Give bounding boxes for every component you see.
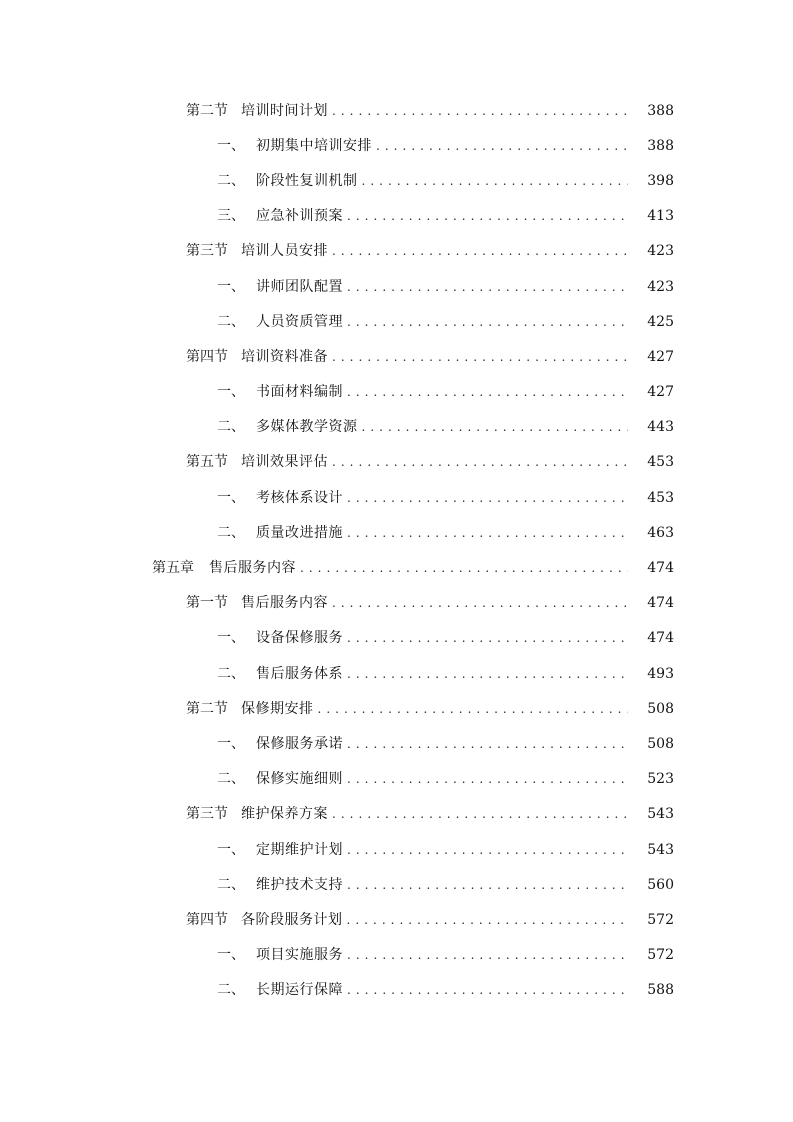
- dot-leader: [347, 665, 628, 683]
- toc-entry-page-number: 427: [647, 384, 674, 401]
- toc-entry-page-number: 388: [647, 102, 674, 119]
- dot-leader: [376, 137, 628, 155]
- toc-entry-title: 定期维护计划: [256, 841, 343, 858]
- toc-entry-title: 培训时间计划: [241, 102, 328, 119]
- toc-entry-page-number: 425: [647, 313, 674, 330]
- toc-entry-item[interactable]: [0, 269, 793, 304]
- toc-entry-chapter[interactable]: [0, 550, 793, 585]
- dot-leader: [347, 876, 628, 894]
- toc-entry-number: 第五节: [186, 454, 228, 471]
- toc-entry-title: 各阶段服务计划: [241, 911, 343, 928]
- toc-entry-title: 保修服务承诺: [256, 735, 343, 752]
- toc-entry-page-number: 427: [647, 348, 674, 365]
- toc-entry-page-number: 543: [647, 841, 674, 858]
- toc-entry-page-number: 560: [647, 876, 674, 893]
- toc-entry-title: 人员资质管理: [256, 313, 343, 330]
- toc-entry-page-number: 523: [647, 771, 674, 788]
- toc-entry-title: 售后服务内容: [209, 560, 296, 577]
- toc-entry-item[interactable]: [0, 199, 793, 234]
- toc-entry-title: 培训人员安排: [241, 243, 328, 260]
- toc-entry-number: 第二节: [186, 700, 228, 717]
- toc-entry-number: 一、: [217, 841, 245, 858]
- dot-leader: [300, 559, 628, 577]
- toc-entry-item[interactable]: [0, 762, 793, 797]
- dot-leader: [332, 805, 628, 823]
- toc-entry-number: 二、: [217, 665, 245, 682]
- toc-entry-item[interactable]: [0, 128, 793, 163]
- toc-entry-item[interactable]: [0, 410, 793, 445]
- toc-entry-number: 第二节: [186, 102, 228, 119]
- dot-leader: [332, 102, 628, 120]
- toc-entry-page-number: 443: [647, 419, 674, 436]
- toc-entry-title: 应急补训预案: [256, 208, 343, 225]
- dot-leader: [362, 172, 629, 190]
- toc-entry-section[interactable]: [0, 93, 793, 128]
- dot-leader: [347, 489, 628, 507]
- toc-entry-title: 售后服务内容: [241, 595, 328, 612]
- toc-entry-page-number: 543: [647, 806, 674, 823]
- toc-entry-section[interactable]: [0, 902, 793, 937]
- toc-entry-title: 长期运行保障: [256, 982, 343, 999]
- toc-entry-title: 售后服务体系: [256, 665, 343, 682]
- toc-entry-title: 质量改进措施: [256, 524, 343, 541]
- toc-entry-page-number: 474: [647, 630, 674, 647]
- toc-entry-number: 二、: [217, 419, 245, 436]
- toc-entry-number: 一、: [217, 489, 245, 506]
- toc-entry-title: 初期集中培训安排: [256, 137, 372, 154]
- toc-entry-title: 设备保修服务: [256, 630, 343, 647]
- dot-leader: [332, 242, 628, 260]
- dot-leader: [332, 594, 628, 612]
- toc-entry-item[interactable]: [0, 304, 793, 339]
- dot-leader: [332, 453, 628, 471]
- toc-entry-number: 二、: [217, 313, 245, 330]
- toc-entry-item[interactable]: [0, 938, 793, 973]
- dot-leader: [347, 735, 628, 753]
- toc-entry-page-number: 398: [647, 172, 674, 189]
- toc-entry-number: 第五章: [152, 560, 194, 577]
- toc-entry-number: 二、: [217, 172, 245, 189]
- toc-entry-page-number: 453: [647, 454, 674, 471]
- dot-leader: [347, 629, 628, 647]
- dot-leader: [332, 348, 628, 366]
- toc-entry-item[interactable]: [0, 515, 793, 550]
- toc-entry-number: 一、: [217, 947, 245, 964]
- toc-entry-title: 保修期安排: [241, 700, 314, 717]
- toc-entry-title: 阶段性复训机制: [256, 172, 358, 189]
- dot-leader: [347, 313, 628, 331]
- dot-leader: [347, 981, 628, 999]
- toc-entry-number: 第三节: [186, 243, 228, 260]
- toc-entry-title: 培训效果评估: [241, 454, 328, 471]
- toc-entry-title: 书面材料编制: [256, 384, 343, 401]
- toc-entry-page-number: 474: [647, 595, 674, 612]
- toc-entry-page-number: 572: [647, 947, 674, 964]
- dot-leader: [347, 278, 628, 296]
- toc-entry-title: 项目实施服务: [256, 947, 343, 964]
- toc-entry-page-number: 388: [647, 137, 674, 154]
- dot-leader: [318, 700, 629, 718]
- toc-entry-title: 保修实施细则: [256, 771, 343, 788]
- toc-entry-title: 维护技术支持: [256, 876, 343, 893]
- toc-entry-page-number: 508: [647, 735, 674, 752]
- toc-entry-section[interactable]: [0, 234, 793, 269]
- toc-entry-page-number: 474: [647, 560, 674, 577]
- toc-entry-item[interactable]: [0, 867, 793, 902]
- toc-entry-number: 一、: [217, 735, 245, 752]
- table-of-contents: [0, 93, 793, 1008]
- toc-entry-number: 第四节: [186, 348, 228, 365]
- toc-entry-number: 一、: [217, 278, 245, 295]
- toc-entry-section[interactable]: [0, 797, 793, 832]
- toc-entry-title: 考核体系设计: [256, 489, 343, 506]
- toc-entry-number: 一、: [217, 137, 245, 154]
- toc-entry-number: 二、: [217, 876, 245, 893]
- toc-entry-page-number: 453: [647, 489, 674, 506]
- toc-entry-section[interactable]: [0, 445, 793, 480]
- toc-entry-item[interactable]: [0, 656, 793, 691]
- toc-entry-number: 二、: [217, 982, 245, 999]
- toc-entry-section[interactable]: [0, 691, 793, 726]
- toc-entry-page-number: 423: [647, 278, 674, 295]
- toc-entry-page-number: 508: [647, 700, 674, 717]
- toc-entry-page-number: 588: [647, 982, 674, 999]
- toc-entry-number: 第三节: [186, 806, 228, 823]
- dot-leader: [362, 418, 629, 436]
- toc-entry-number: 二、: [217, 524, 245, 541]
- toc-entry-item[interactable]: [0, 375, 793, 410]
- toc-entry-item[interactable]: [0, 832, 793, 867]
- toc-entry-page-number: 413: [647, 208, 674, 225]
- dot-leader: [347, 911, 629, 929]
- toc-entry-number: 一、: [217, 630, 245, 647]
- toc-entry-title: 多媒体教学资源: [256, 419, 358, 436]
- toc-entry-number: 第四节: [186, 911, 228, 928]
- dot-leader: [347, 524, 628, 542]
- toc-entry-title: 培训资料准备: [241, 348, 328, 365]
- toc-entry-item[interactable]: [0, 480, 793, 515]
- toc-entry-number: 第一节: [186, 595, 228, 612]
- toc-entry-number: 三、: [217, 208, 245, 225]
- toc-entry-page-number: 463: [647, 524, 674, 541]
- dot-leader: [347, 383, 628, 401]
- toc-entry-title: 维护保养方案: [241, 806, 328, 823]
- toc-entry-item[interactable]: [0, 973, 793, 1008]
- toc-entry-number: 二、: [217, 771, 245, 788]
- dot-leader: [347, 841, 628, 859]
- dot-leader: [347, 770, 628, 788]
- toc-entry-item[interactable]: [0, 163, 793, 198]
- toc-entry-page-number: 423: [647, 243, 674, 260]
- toc-entry-page-number: 572: [647, 911, 674, 928]
- toc-entry-number: 一、: [217, 384, 245, 401]
- toc-entry-item[interactable]: [0, 726, 793, 761]
- toc-entry-page-number: 493: [647, 665, 674, 682]
- dot-leader: [347, 207, 628, 225]
- toc-entry-section[interactable]: [0, 586, 793, 621]
- dot-leader: [347, 946, 628, 964]
- toc-entry-section[interactable]: [0, 339, 793, 374]
- toc-entry-title: 讲师团队配置: [256, 278, 343, 295]
- toc-entry-item[interactable]: [0, 621, 793, 656]
